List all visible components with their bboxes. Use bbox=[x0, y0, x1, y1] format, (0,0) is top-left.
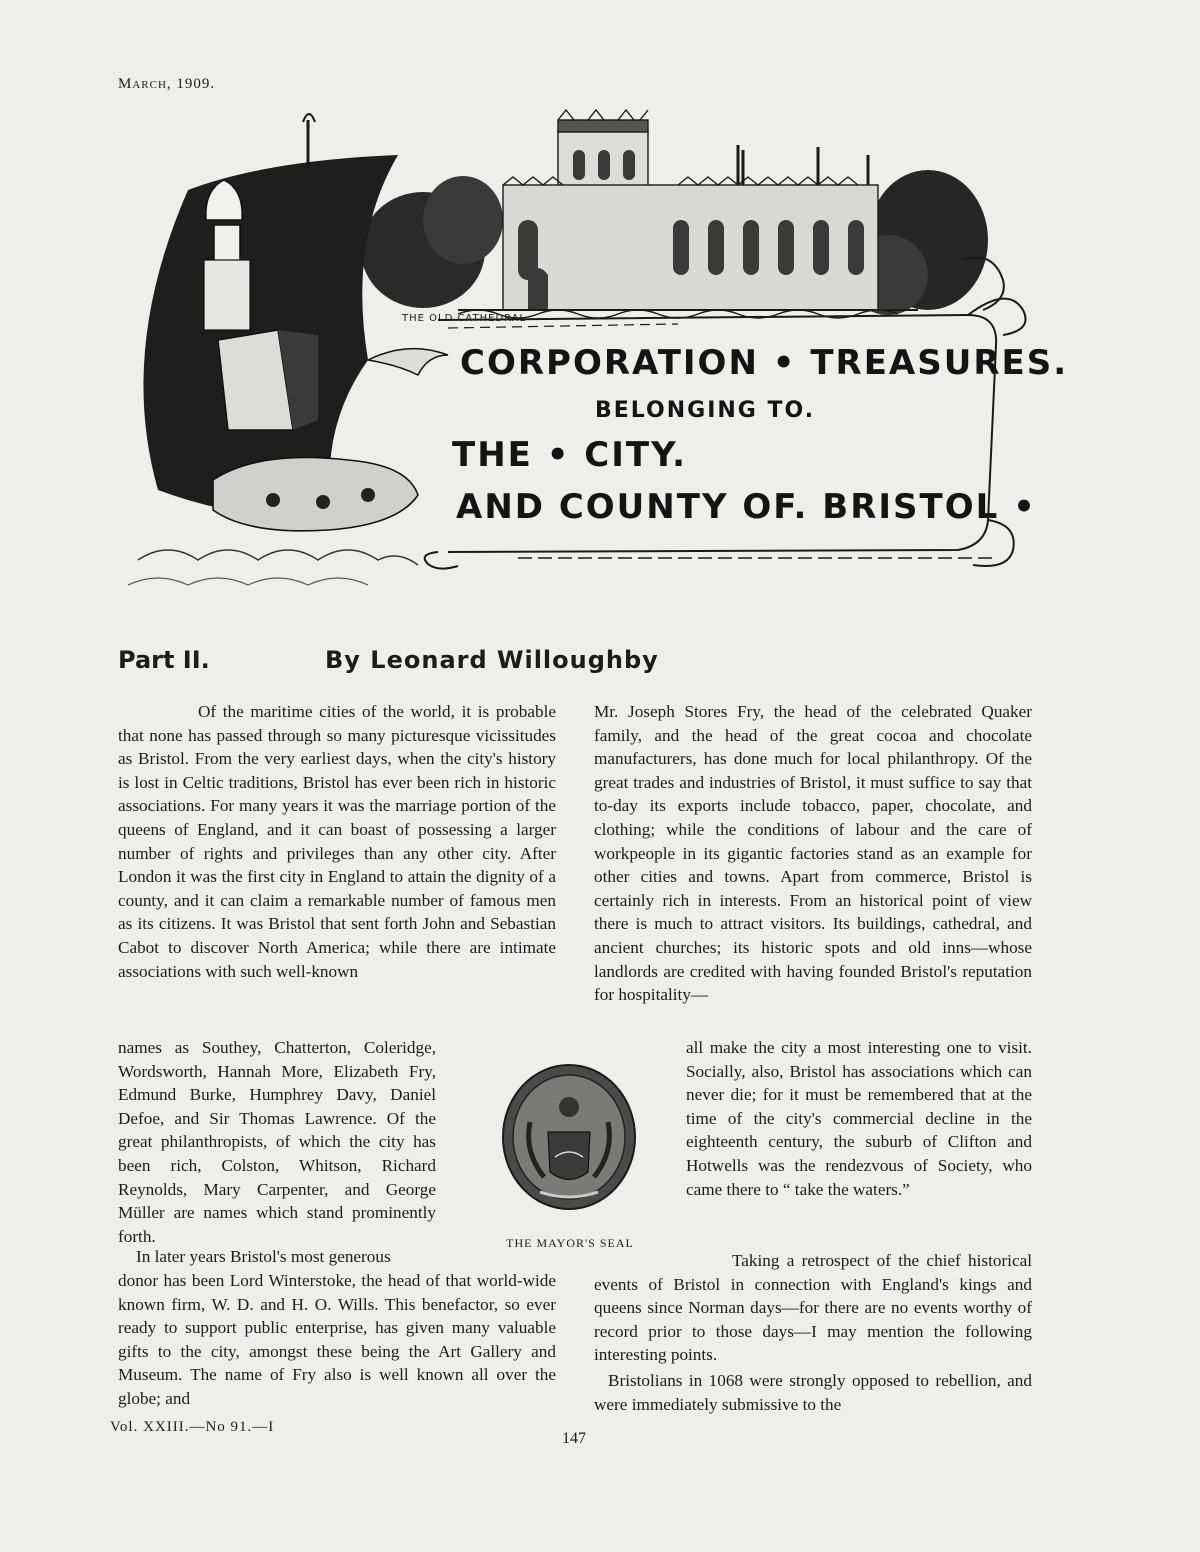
column-2-paragraph-3: Taking a retrospect of the chief historical events of Bristol in connection with England's kings and queens since Norman days—for there are no events worthy of record prior to those days—I may mention the following interesting points. bbox=[594, 1251, 1032, 1365]
column-1-paragraph-1: Of the maritime cities of the world, it is probable that none has passed through so many picturesque vicissitudes as Bristol. From the very earliest days, when the city's history is lost in Celtic traditions, Bristol has ever been rich in historic associations. For many years it was the marriage portion of the queens of England, and it can boast of possessing a larger number of rights and privileges than any other city. After London it was the first city in England to attain the dignity of a county, and it can claim a remarkable number of famous men as its citizens. It was Bristol that sent forth John and Sebastian Cabot to discover North America; while there are intimate associations with such well-known bbox=[118, 702, 556, 981]
cathedral-illustration bbox=[458, 110, 918, 318]
column-1-paragraph-4: donor has been Lord Winterstoke, the head of that world-wide known firm, W. D. and H. O. Wills. This benefactor, so ever ready to support public enterprise, has given many valuable gifts to the city, amongst these being the Art Gallery and Museum. The name of Fry also is well known all over the globe; and bbox=[118, 1271, 556, 1408]
column-2-paragraph-1: Mr. Joseph Stores Fry, the head of the celebrated Quaker family, and the head of the great cocoa and chocolate manufacturers, has done much for local philanthropy. Of the great trades and industries of Bristol, it must suffice to say that to-day its exports include tobacco, paper, chocolate, and clothing; while the conditions of labour and the care of workpeople in its gigantic factories stand as an example for other cities and towns. Apart from commerce, Bristol is certainly rich in interests. From an historical point of view there is much to attract visitors. Its buildings, cathedral, and ancient churches; its historic spots and old inns—whose landlords are credited with having founded Bristol's reputation for hospitality— bbox=[594, 702, 1032, 1005]
part-heading: Part II. bbox=[118, 646, 210, 674]
volume-footer: Vol. XXIII.—No 91.—I bbox=[110, 1419, 275, 1435]
ship-illustration bbox=[128, 114, 448, 585]
title-line-3: THE • CITY. bbox=[452, 435, 687, 475]
title-line-4: AND COUNTY OF. BRISTOL • bbox=[456, 487, 1037, 527]
title-line-1: CORPORATION • TREASURES. bbox=[460, 343, 1069, 383]
cathedral-caption: THE OLD CATHEDRAL bbox=[402, 313, 527, 324]
column-2-paragraph-2: all make the city a most interesting one to visit. Socially, also, Bristol has associations which can never die; for it must be remembered that at the time of the city's commercial decline in the eighteenth century, the suburb of Clifton and Hotwells was the rendezvous of Society, who came there to “ take the waters.” bbox=[686, 1038, 1032, 1199]
column-1-paragraph-2: names as Southey, Chatterton, Coleridge, Wordsworth, Hannah More, Elizabeth Fry, Edmund Burke, Humphrey Davy, Daniel Defoe, and Sir Thomas Lawrence. Of the great philanthropists, of which the city has been rich, Colston, Whitson, Richard Reynolds, Mary Carpenter, and George Müller are names which stand prominently forth. bbox=[118, 1038, 436, 1246]
mayors-seal-image bbox=[500, 1062, 638, 1212]
byline: By Leonard Willoughby bbox=[325, 646, 659, 674]
title-line-2: BELONGING TO. bbox=[595, 398, 816, 423]
column-2-paragraph-4: Bristolians in 1068 were strongly opposed to rebellion, and were immediately submissive to the bbox=[594, 1371, 1032, 1414]
page-number: 147 bbox=[562, 1430, 586, 1447]
issue-date: March, 1909. bbox=[118, 76, 216, 92]
column-1-paragraph-3: In later years Bristol's most generous bbox=[136, 1247, 391, 1266]
seal-caption: THE MAYOR'S SEAL bbox=[506, 1236, 634, 1250]
